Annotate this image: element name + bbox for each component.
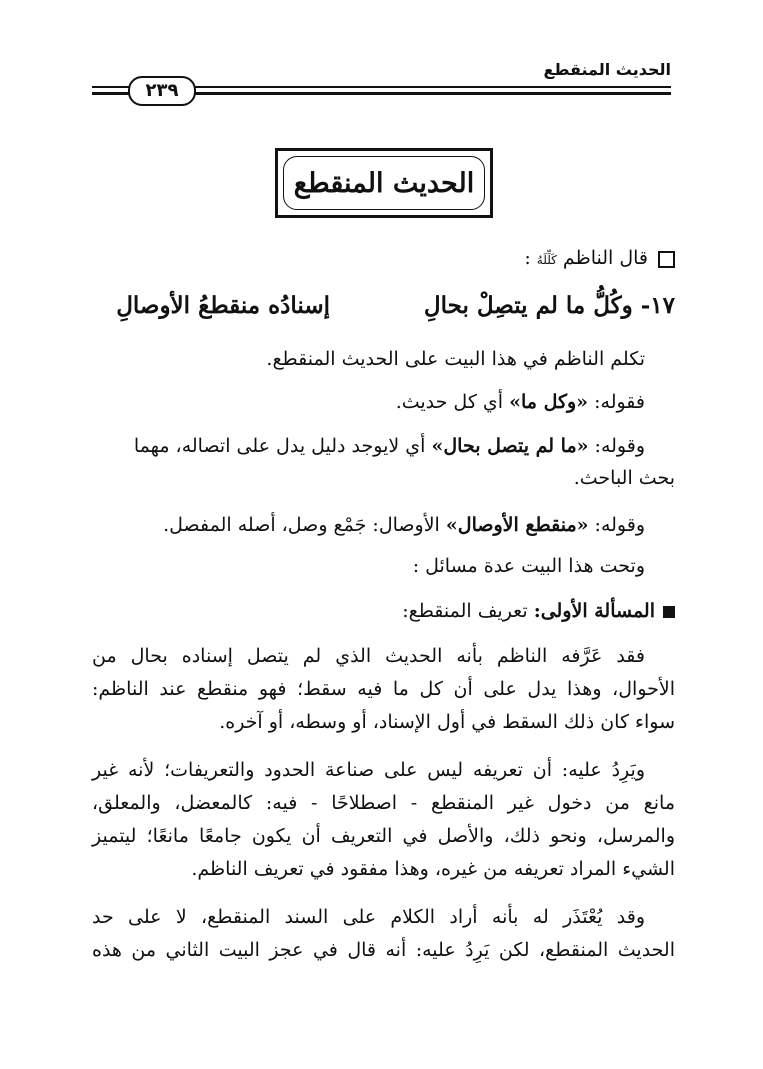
chapter-title-frame xyxy=(275,148,493,218)
chapter-title: الحديث المنقطع xyxy=(283,156,485,210)
paragraph-7-line-1: ويَرِدُ عليه: أن تعريفه ليس على صناعة الحدود والتعريفات؛ لأنه غير xyxy=(92,759,645,781)
p3-quote: «ما لم يتصل بحال» xyxy=(431,435,589,457)
paragraph-6-line-1: فقد عَرَّفه الناظم بأنه الحديث الذي لم يتصل إسناده بحال من xyxy=(92,645,645,667)
intro-text: قال الناظم xyxy=(562,247,648,269)
p3-prefix: وقوله: xyxy=(594,435,645,457)
intro-colon: : xyxy=(524,247,531,269)
poem-first-half xyxy=(424,292,675,320)
verse-number: ١٧- xyxy=(640,292,675,319)
paragraph-7-line-3: والمرسل، ونحو ذلك، والأصل في التعريف أن يكون جامعًا مانعًا؛ ليتميز xyxy=(92,825,675,847)
p2-quote: «وكل ما» xyxy=(509,391,589,413)
intro-line xyxy=(92,244,675,274)
p2-prefix: فقوله: xyxy=(594,391,645,413)
p4-rest: الأوصال: جَمْع وصل، أصله المفصل. xyxy=(163,514,440,536)
p4-prefix: وقوله: xyxy=(594,514,645,536)
paragraph-4 xyxy=(92,511,645,539)
paragraph-8-line-1: وقد يُعْتَذَر له بأنه أراد الكلام على السند المنقطع، لا على حد xyxy=(92,906,645,928)
paragraph-6-line-3: سواء كان ذلك السقط في أول الإسناد، أو وسطه، أو آخره. xyxy=(219,711,675,733)
issue-label: المسألة الأولى: xyxy=(533,600,655,622)
paragraph-6-line-2: الأحوال، وهذا يدل على أن كل ما فيه سقط؛ فهو منقطع عند الناظم: xyxy=(92,678,675,700)
paragraph-8-line-2: الحديث المنقطع، لكن يَرِدُ عليه: أنه قال في عجز البيت الثاني من هذه xyxy=(92,939,675,961)
issue-heading xyxy=(92,597,675,625)
paragraph-3-line-2: بحث الباحث. xyxy=(573,467,675,489)
honorific-text: كَلِّلَهُ xyxy=(536,253,557,267)
poem-verse xyxy=(92,292,675,326)
p4-quote: «منقطع الأوصال» xyxy=(445,514,589,536)
paragraph-7-line-4: الشيء المراد تعريفه من غيره، وهذا مفقود في تعريف الناظم. xyxy=(191,858,675,880)
paragraph-2 xyxy=(92,388,645,416)
issue-title: تعريف المنقطع: xyxy=(402,600,528,622)
filled-square-icon xyxy=(663,606,675,618)
paragraph-3-line-1 xyxy=(92,432,645,460)
paragraph-7-line-2: مانع من دخول غير المنقطع - اصطلاحًا - فيه: كالمعضل، والمعلق، xyxy=(92,792,675,814)
running-header-title: الحديث المنقطع xyxy=(543,60,671,79)
p2-rest: أي كل حديث. xyxy=(395,391,504,413)
p3-rest: أي لايوجد دليل يدل على اتصاله، مهما xyxy=(133,435,426,457)
hemistich-1: وكُلُّ ما لم يتصِلْ بحالِ xyxy=(423,292,633,319)
paragraph-1: تكلم الناظم في هذا البيت على الحديث المنقطع. xyxy=(266,348,645,370)
page-number: ٢٣٩ xyxy=(128,76,196,106)
paragraph-5: وتحت هذا البيت عدة مسائل : xyxy=(412,555,645,577)
hollow-square-icon xyxy=(658,251,675,268)
hemistich-2: إسنادُه منقطعُ الأوصالِ xyxy=(116,292,330,319)
